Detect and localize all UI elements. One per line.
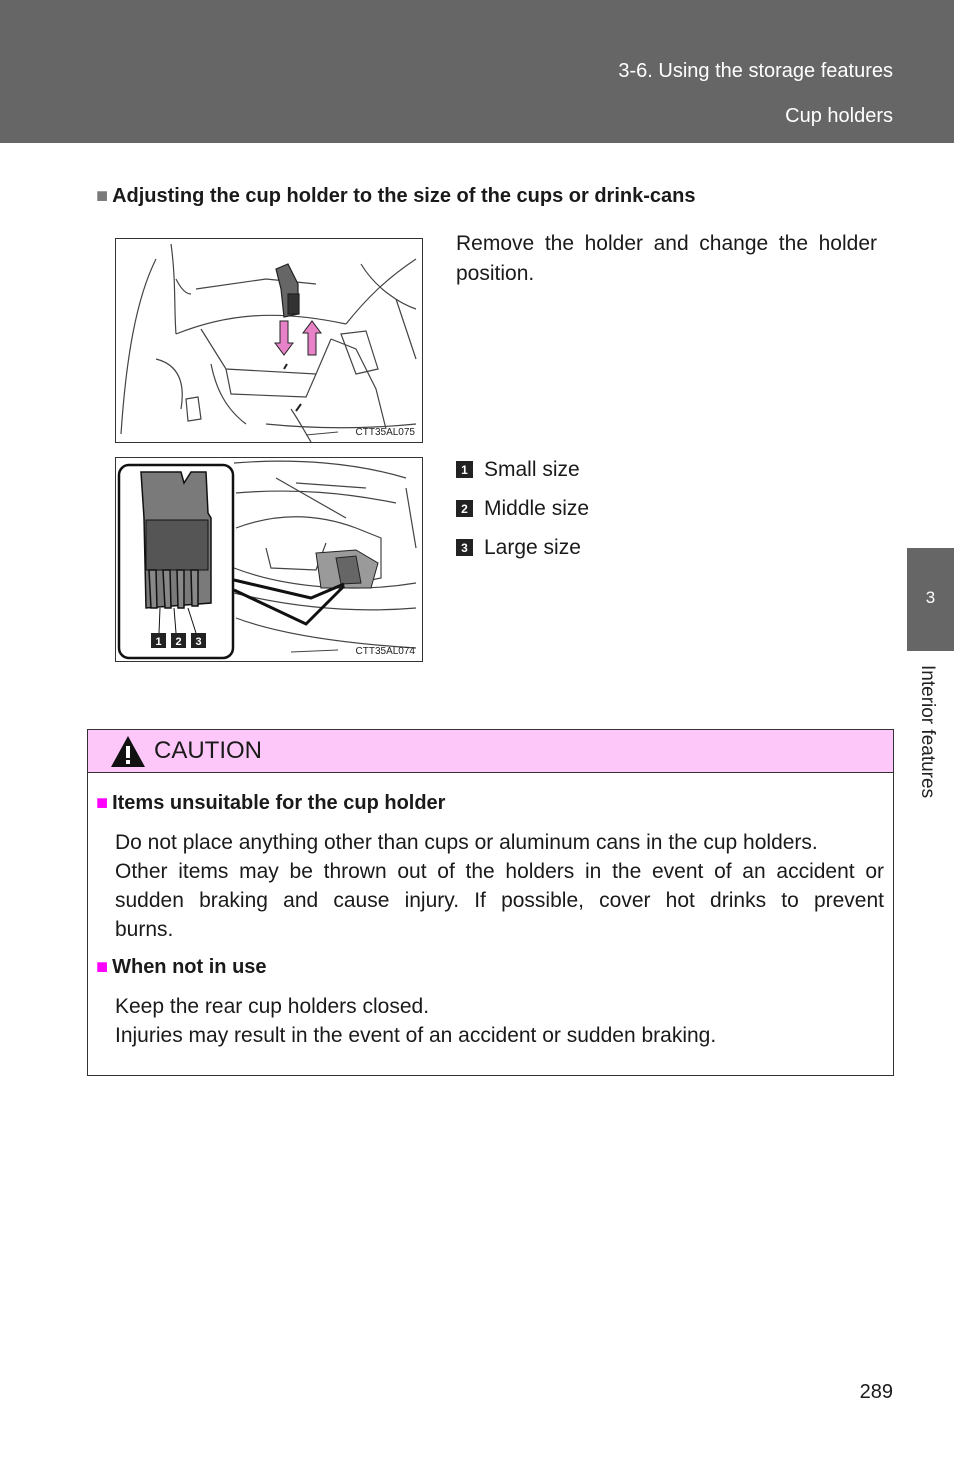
size-label: Middle size (484, 496, 590, 520)
size-label: Large size (484, 535, 581, 559)
caution-item-title: ■ Items unsuitable for the cup holder (96, 792, 446, 814)
caution-header (88, 730, 893, 773)
square-bullet-icon: ■ (96, 185, 109, 207)
caution-title: CAUTION (154, 737, 262, 764)
size-list (456, 450, 589, 567)
page-number: 289 (859, 1381, 893, 1403)
instruction-text: Remove the holder and change the holder position. (456, 232, 877, 285)
list-item (456, 450, 589, 489)
caution-box (87, 729, 894, 1076)
size-label: Small size (484, 457, 580, 481)
callout-3: 3 (195, 636, 202, 648)
section-heading (96, 185, 695, 208)
console-illustration (116, 239, 422, 442)
list-item (456, 489, 589, 528)
number-badge: 2 (456, 500, 473, 517)
figure-holder-positions (115, 457, 423, 662)
caution-item-text: Do not place anything other than cups or aluminum cans in the cup holders. Other items may be thrown out of the holders in the event of an accident or sudden braking and cause injury. If possible, cover hot drinks to prevent burns. (115, 831, 884, 941)
list-item (456, 528, 589, 567)
heading-text: Adjusting the cup holder to the size of the cups or drink-cans (112, 185, 696, 207)
figure-remove-holder (115, 238, 423, 443)
subsection-title: Cup holders (785, 105, 893, 127)
chapter-label: Interior features (917, 665, 938, 799)
square-bullet-icon: ■ (96, 956, 109, 978)
figure-code: CTT35AL074 (355, 646, 415, 657)
holder-positions-illustration (116, 458, 422, 661)
chapter-tab (907, 548, 954, 651)
warning-triangle-icon (110, 735, 146, 768)
page-header (0, 0, 954, 143)
caution-item-text: Keep the rear cup holders closed. Injuries may result in the event of an accident or sudden braking. (115, 995, 717, 1047)
figure-code: CTT35AL075 (355, 427, 415, 438)
caution-item-title: ■ When not in use (96, 956, 267, 978)
chapter-number: 3 (925, 588, 936, 607)
section-title: 3-6. Using the storage features (618, 60, 893, 82)
number-badge: 1 (456, 461, 473, 478)
number-badge: 3 (456, 539, 473, 556)
square-bullet-icon: ■ (96, 792, 109, 814)
callout-2: 2 (175, 636, 182, 648)
callout-1: 1 (155, 636, 162, 648)
